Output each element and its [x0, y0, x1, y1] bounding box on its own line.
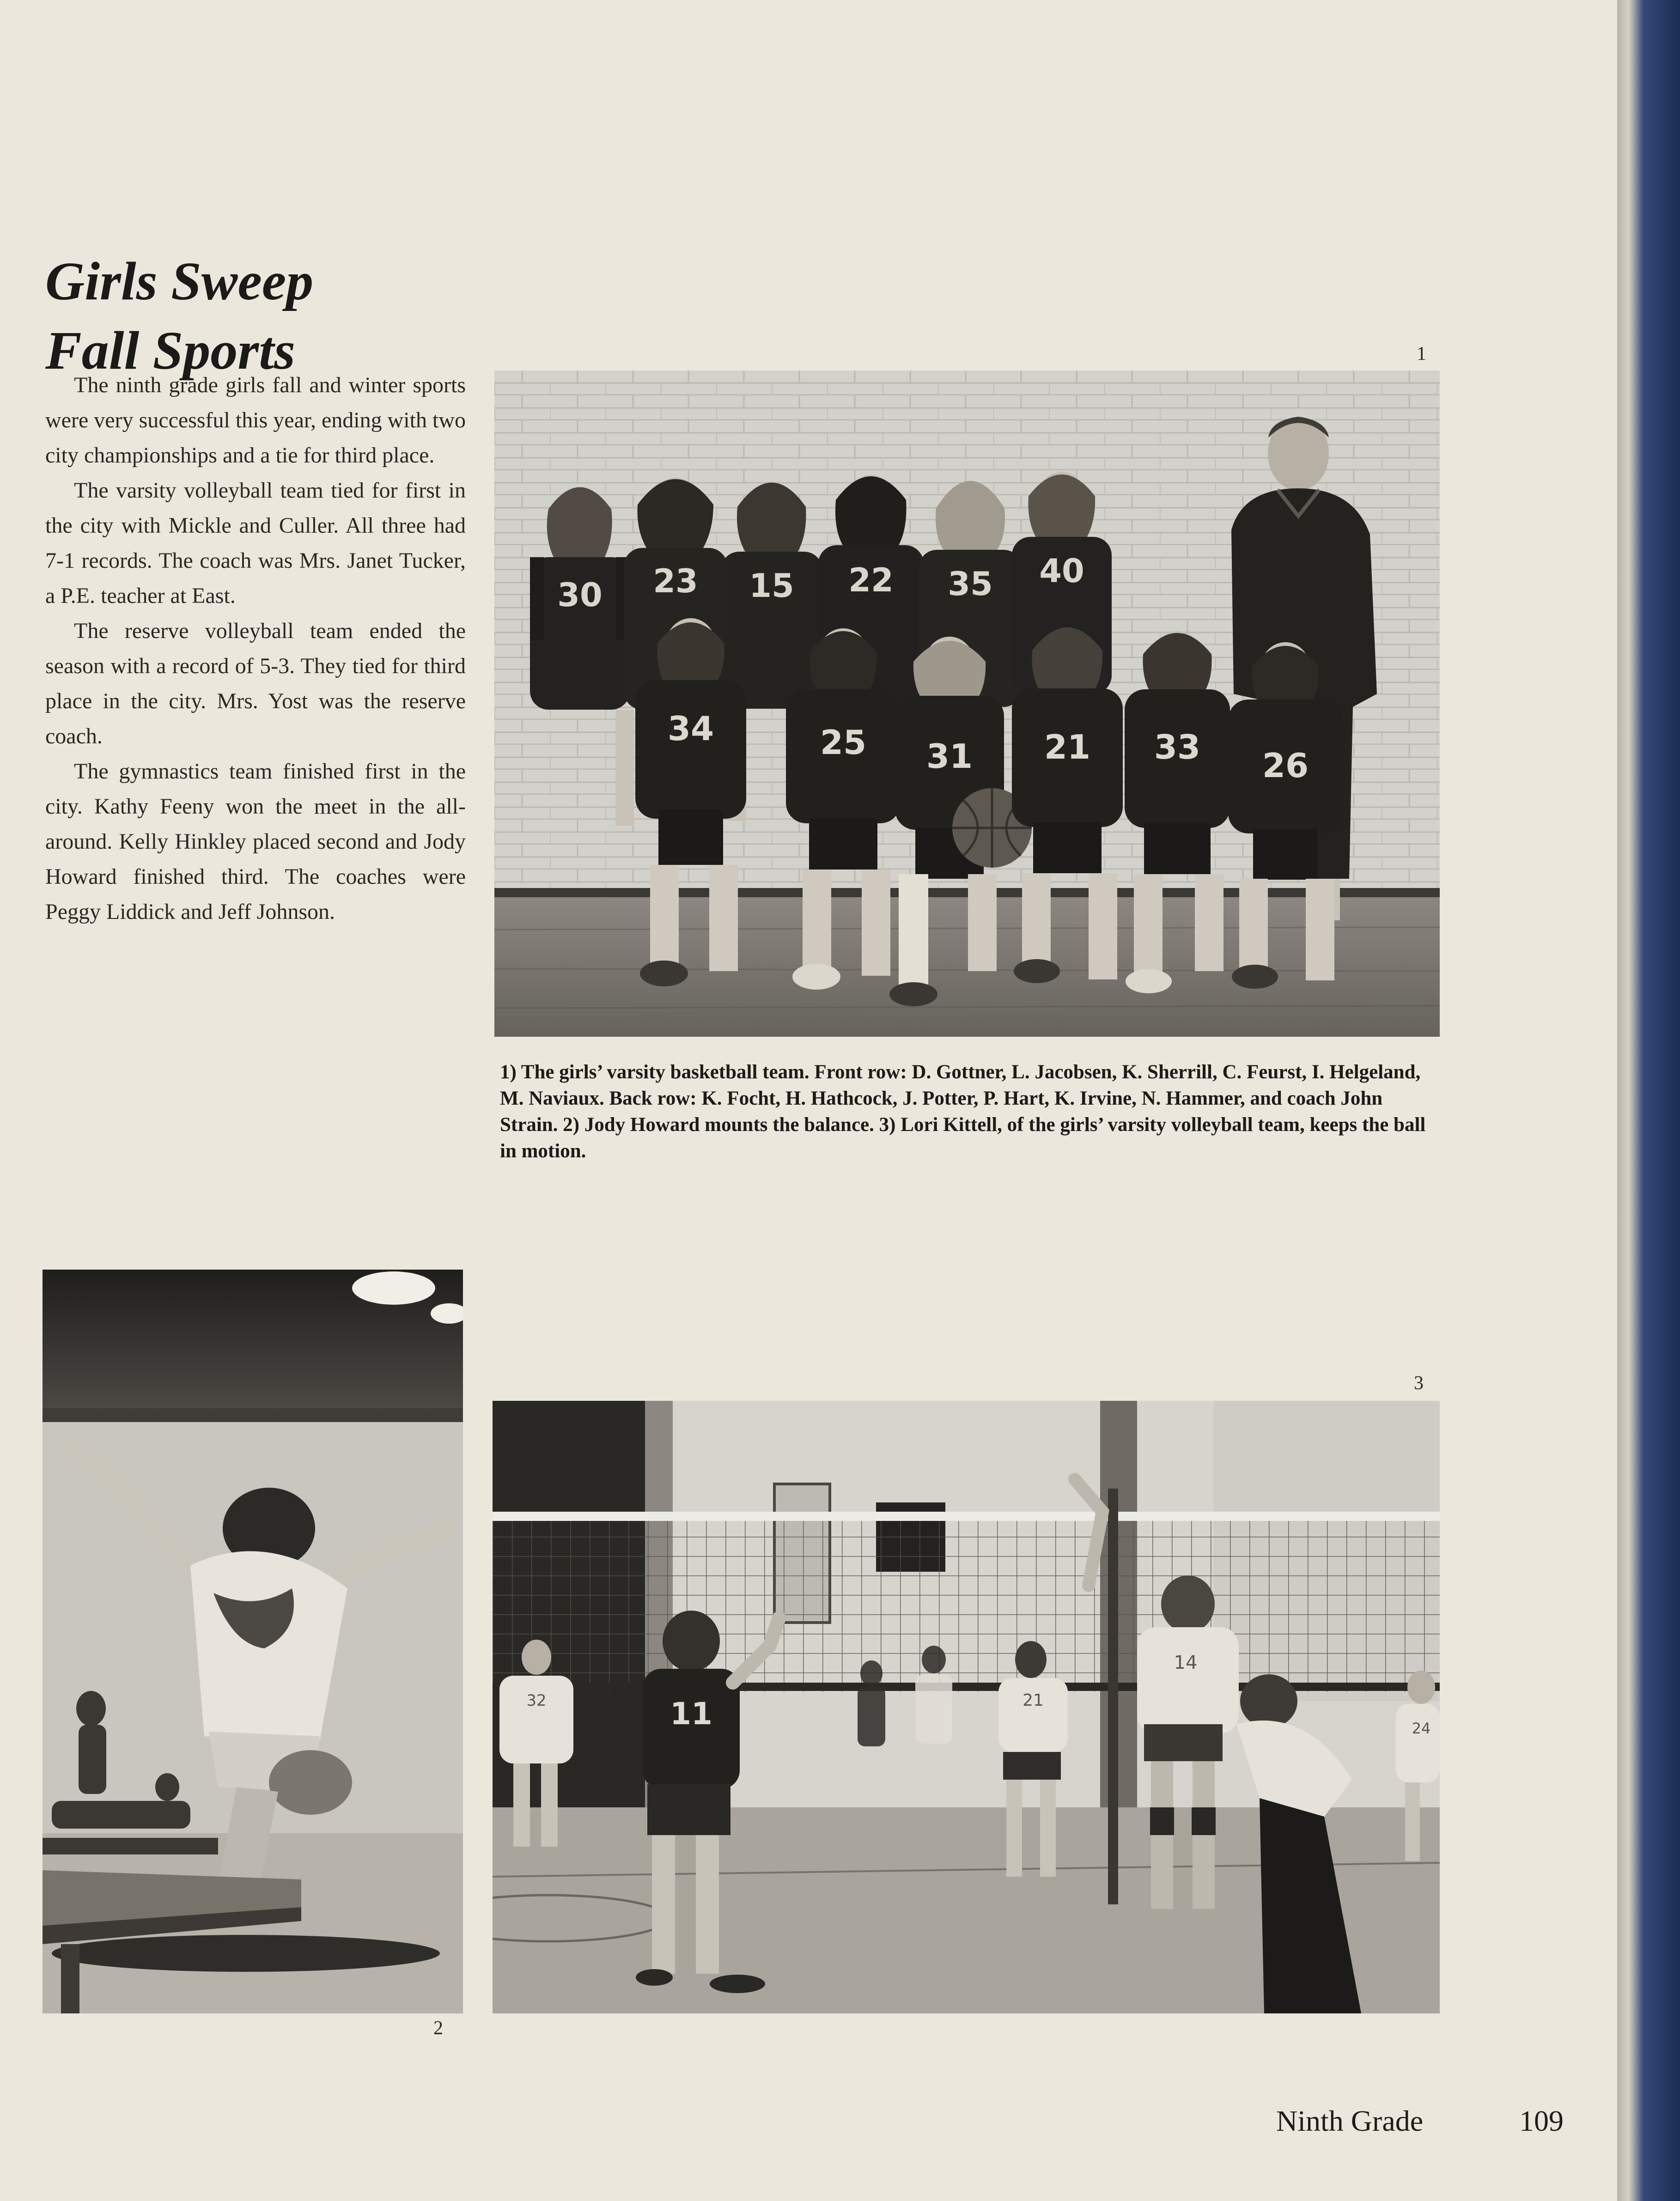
- photo-number-1: 1: [1417, 343, 1426, 365]
- volleyball-photo: [493, 1401, 1440, 2013]
- jersey-number: 22: [848, 561, 894, 599]
- jersey-number: 24: [1412, 1720, 1431, 1737]
- jersey-number: 23: [653, 562, 698, 600]
- photo-caption: 1) The girls’ varsity basketball team. Front row: D. Gottner, L. Jacobsen, K. Sherrill, C. Feurst, I. Helgeland, M. Naviaux. Back row: K. Focht, H. Hathcock, J. Potter, P. Hart, K. Irvine, N. Hammer, and coach John Strain. 2) Jody Howard mounts the balance. 3) Lori Kittell, of the girls’ varsity volleyball team, keeps the ball in motion.: [500, 1061, 1426, 1162]
- jersey-number: 21: [1044, 728, 1091, 766]
- jersey-number: 31: [926, 737, 973, 776]
- headline-line-1: Girls Sweep: [45, 251, 314, 312]
- article-paragraph: The varsity volleyball team tied for first in the city with Mickle and Culler. All three had 7-1 records. The coach was Mrs. Janet Tucker, a P.E. teacher at East.: [45, 478, 466, 608]
- jersey-number: 35: [948, 565, 993, 603]
- jersey-number: 21: [1023, 1691, 1044, 1710]
- volleyball-illustration: [493, 1401, 1440, 2013]
- jersey-number: 25: [820, 723, 867, 762]
- photo-number-3: 3: [1414, 1373, 1424, 1394]
- article-paragraph: The reserve volleyball team ended the season with a record of 5-3. They tied for third place in the city. Mrs. Yost was the reserve coach.: [45, 619, 466, 748]
- jersey-number: 33: [1154, 728, 1201, 766]
- volleyball-net: [493, 1516, 1440, 1692]
- photo-number-2: 2: [433, 2018, 443, 2039]
- article-body: [45, 368, 466, 930]
- footer-section-title: Ninth Grade: [1276, 2104, 1424, 2137]
- balance-beam-illustration: [43, 1270, 463, 2013]
- team-photo-illustration: [494, 371, 1440, 1037]
- jersey-number: 30: [557, 576, 603, 614]
- jersey-number: 34: [667, 709, 714, 748]
- headline: [45, 247, 443, 385]
- article-paragraph: The ninth grade girls fall and winter sports were very successful this year, ending with two city championships and a tie for third place.: [45, 373, 466, 468]
- jersey-number: 11: [670, 1696, 712, 1732]
- team-photo: [494, 371, 1440, 1037]
- jersey-number: 15: [749, 567, 794, 605]
- headline-line-2: Fall Sports: [45, 320, 296, 381]
- article-paragraph: The gymnastics team finished first in the city. Kathy Feeny won the meet in the all-around. Kelly Hinkley placed second and Jody Howard finished third. The coaches were Peggy Liddick and Jeff Johnson.: [45, 759, 466, 924]
- balance-beam-photo: [43, 1270, 463, 2013]
- jersey-number: 14: [1174, 1652, 1198, 1673]
- jersey-number: 40: [1039, 552, 1084, 590]
- jersey-number: 32: [526, 1691, 547, 1710]
- jersey-number: 26: [1262, 746, 1309, 785]
- book-cover-edge: [1617, 0, 1680, 2201]
- page-number: 109: [1519, 2104, 1564, 2137]
